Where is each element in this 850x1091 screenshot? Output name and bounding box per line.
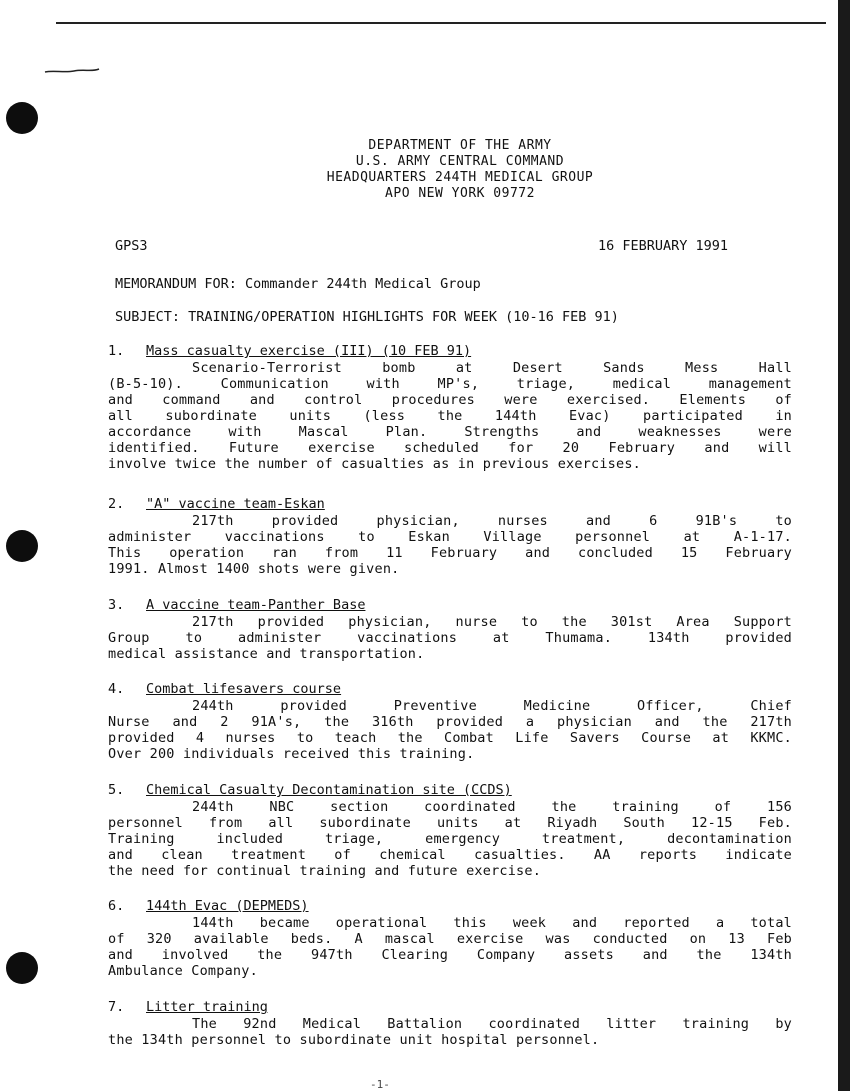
- section-line: Scenario-Terrorist bomb at Desert Sands Mess Hall: [192, 360, 792, 376]
- section-line: The 92nd Medical Battalion coordinated litter training by: [192, 1016, 792, 1032]
- section-line: all subordinate units (less the 144th Evac) participated in: [108, 408, 792, 424]
- punch-hole-middle: [6, 530, 38, 562]
- memo-date: 16 FEBRUARY 1991: [598, 238, 729, 254]
- section-number: 1.: [108, 343, 125, 359]
- section-line: 1991. Almost 1400 shots were given.: [108, 561, 400, 577]
- section-line: Group to administer vaccinations at Thumama. 134th provided: [108, 630, 792, 646]
- section-title: Mass casualty exercise (III) (10 FEB 91): [146, 343, 472, 359]
- section-title: Litter training: [146, 999, 268, 1015]
- section-7: [108, 999, 792, 1048]
- section-title: Combat lifesavers course: [146, 681, 342, 697]
- letterhead: [230, 138, 690, 202]
- section-line: Nurse and 2 91A's, the 316th provided a physician and the 217th: [108, 714, 792, 730]
- section-line: and involved the 947th Clearing Company assets and the 134th: [108, 947, 792, 963]
- section-line: and clean treatment of chemical casualties. AA reports indicate: [108, 847, 792, 863]
- section-line: (B-5-10). Communication with MP's, triage, medical management: [108, 376, 792, 392]
- section-line: identified. Future exercise scheduled for 20 February and will: [108, 440, 792, 456]
- memorandum-for: MEMORANDUM FOR: Commander 244th Medical Group: [115, 276, 481, 292]
- section-number: 7.: [108, 999, 125, 1015]
- section-line: 217th provided physician, nurses and 6 91B's to: [192, 513, 792, 529]
- section-line: the 134th personnel to subordinate unit hospital personnel.: [108, 1032, 600, 1048]
- section-line: medical assistance and transportation.: [108, 646, 425, 662]
- letterhead-department: DEPARTMENT OF THE ARMY: [368, 138, 552, 153]
- section-line: 244th NBC section coordinated the training of 156: [192, 799, 792, 815]
- office-symbol: GPS3: [115, 238, 148, 254]
- section-title: "A" vaccine team-Eskan: [146, 496, 325, 512]
- section-line: 217th provided physician, nurse to the 301st Area Support: [192, 614, 792, 630]
- section-line: This operation ran from 11 February and concluded 15 February: [108, 545, 792, 561]
- section-line: personnel from all subordinate units at Riyadh South 12-15 Feb.: [108, 815, 792, 831]
- section-line: accordance with Mascal Plan. Strengths and weaknesses were: [108, 424, 792, 440]
- top-rule: [56, 22, 826, 24]
- section-line: 144th became operational this week and reported a total: [192, 915, 792, 931]
- section-line: the need for continual training and future exercise.: [108, 863, 542, 879]
- section-line: Over 200 individuals received this training.: [108, 746, 475, 762]
- pen-mark: [44, 68, 100, 74]
- section-title: 144th Evac (DEPMEDS): [146, 898, 309, 914]
- section-line: of 320 available beds. A mascal exercise was conducted on 13 Feb: [108, 931, 792, 947]
- section-number: 6.: [108, 898, 125, 914]
- memo-subject: SUBJECT: TRAINING/OPERATION HIGHLIGHTS FOR WEEK (10-16 FEB 91): [115, 309, 619, 325]
- letterhead-headquarters: HEADQUARTERS 244TH MEDICAL GROUP: [326, 170, 594, 185]
- letterhead-address: APO NEW YORK 09772: [385, 186, 535, 201]
- section-title: Chemical Casualty Decontamination site (CCDS): [146, 782, 512, 798]
- section-2: [108, 496, 792, 577]
- section-line: Ambulance Company.: [108, 963, 258, 979]
- section-3: [108, 597, 792, 662]
- section-number: 5.: [108, 782, 125, 798]
- section-line: provided 4 nurses to teach the Combat Life Savers Course at KKMC.: [108, 730, 792, 746]
- page-number: -1-: [370, 1078, 390, 1091]
- punch-hole-top: [6, 102, 38, 134]
- section-number: 3.: [108, 597, 125, 613]
- section-number: 4.: [108, 681, 125, 697]
- section-line: Training included triage, emergency treatment, decontamination: [108, 831, 792, 847]
- section-line: administer vaccinations to Eskan Village personnel at A-1-17.: [108, 529, 792, 545]
- scan-edge-shadow: [838, 0, 850, 1091]
- section-4: [108, 681, 792, 762]
- section-1: [108, 343, 792, 472]
- section-line: and command and control procedures were exercised. Elements of: [108, 392, 792, 408]
- section-5: [108, 782, 792, 879]
- punch-hole-bottom: [6, 952, 38, 984]
- section-6: [108, 898, 792, 979]
- section-line: involve twice the number of casualties as in previous exercises.: [108, 456, 641, 472]
- section-title: A vaccine team-Panther Base: [146, 597, 366, 613]
- letterhead-command: U.S. ARMY CENTRAL COMMAND: [355, 154, 565, 169]
- section-number: 2.: [108, 496, 125, 512]
- section-line: 244th provided Preventive Medicine Officer, Chief: [192, 698, 792, 714]
